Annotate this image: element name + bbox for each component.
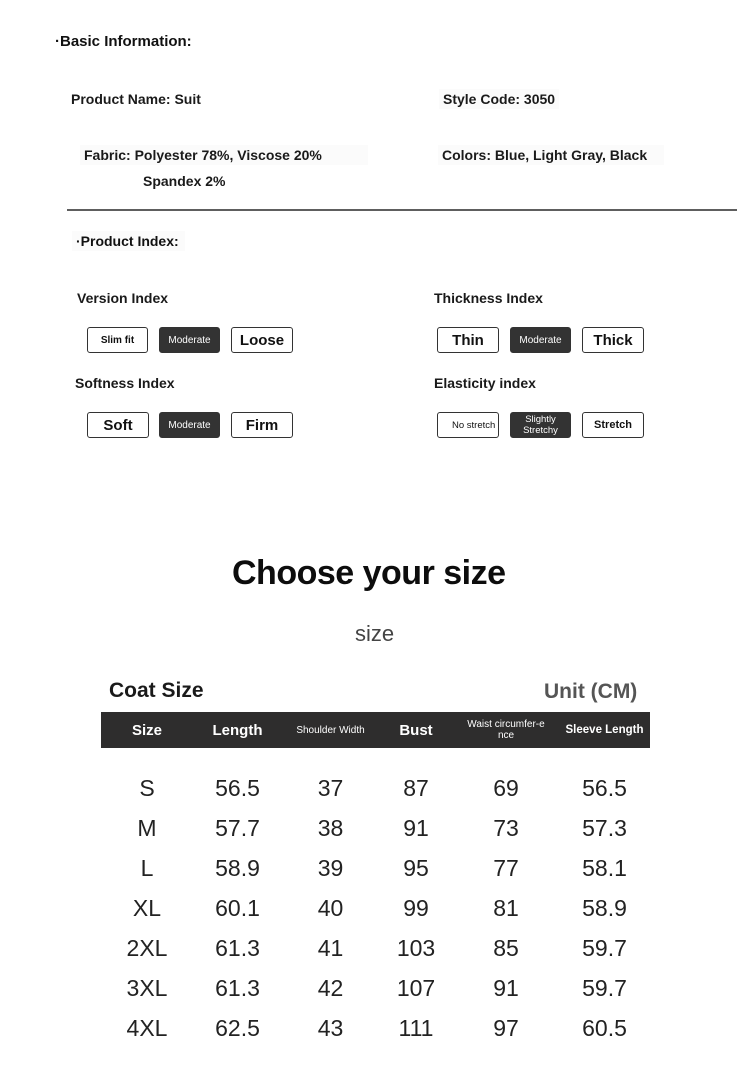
size-subheading: size bbox=[355, 621, 395, 646]
cell-sleeve-length: 56.5 bbox=[582, 774, 627, 801]
section-divider bbox=[67, 209, 737, 211]
column-header-length: Length bbox=[212, 721, 263, 739]
table-row bbox=[101, 928, 650, 968]
table-row bbox=[101, 808, 650, 848]
thickness-option-thick[interactable]: Thick bbox=[582, 327, 644, 353]
coat-size-title: Coat Size bbox=[109, 679, 204, 702]
size-table-header bbox=[101, 712, 650, 748]
cell-length: 58.9 bbox=[215, 854, 260, 881]
cell-waist: 91 bbox=[493, 974, 519, 1001]
cell-bust: 107 bbox=[396, 974, 436, 1001]
column-header-size: Size bbox=[131, 721, 162, 739]
cell-bust: 103 bbox=[396, 934, 436, 961]
thickness-index-label: Thickness Index bbox=[434, 290, 543, 306]
cell-length: 62.5 bbox=[215, 1014, 260, 1041]
cell-sleeve-length: 58.1 bbox=[582, 854, 627, 881]
size-table-body bbox=[101, 768, 650, 1048]
elasticity-option-no-stretch[interactable]: No stretch bbox=[437, 412, 499, 438]
cell-sleeve-length: 57.3 bbox=[582, 814, 627, 841]
elasticity-option-stretch[interactable]: Stretch bbox=[582, 412, 644, 438]
cell-waist: 69 bbox=[493, 774, 519, 801]
cell-bust: 91 bbox=[403, 814, 429, 841]
fabric-composition: Fabric: Polyester 78%, Viscose 20% bbox=[80, 145, 368, 165]
cell-length: 61.3 bbox=[215, 974, 260, 1001]
cell-bust: 111 bbox=[398, 1014, 434, 1041]
cell-length: 56.5 bbox=[215, 774, 260, 801]
cell-size: M bbox=[137, 814, 157, 841]
version-index-label: Version Index bbox=[77, 290, 169, 306]
choose-size-heading: Choose your size bbox=[232, 554, 506, 592]
cell-waist: 77 bbox=[493, 854, 519, 881]
fabric-composition-cont: Spandex 2% bbox=[143, 173, 226, 189]
cell-size: L bbox=[140, 854, 154, 881]
thickness-option-moderate[interactable]: Moderate bbox=[510, 327, 571, 353]
cell-shoulder-width: 42 bbox=[317, 974, 344, 1001]
product-index-title: ·Product Index: bbox=[72, 231, 185, 251]
cell-bust: 95 bbox=[403, 854, 429, 881]
elasticity-option-slightly-stretchy[interactable]: Slightly Stretchy bbox=[510, 412, 571, 438]
cell-size: 4XL bbox=[126, 1014, 168, 1041]
cell-size: 2XL bbox=[126, 934, 168, 961]
colors: Colors: Blue, Light Gray, Black bbox=[438, 145, 664, 165]
cell-waist: 85 bbox=[493, 934, 519, 961]
softness-index-label: Softness Index bbox=[75, 375, 175, 391]
unit-label: Unit (CM) bbox=[544, 680, 638, 703]
cell-shoulder-width: 39 bbox=[317, 854, 344, 881]
cell-shoulder-width: 40 bbox=[317, 894, 344, 921]
basic-information-title: ·Basic Information: bbox=[55, 33, 192, 50]
cell-sleeve-length: 59.7 bbox=[582, 974, 627, 1001]
version-option-slim-fit[interactable]: Slim fit bbox=[87, 327, 148, 353]
table-row bbox=[101, 768, 650, 808]
column-header-bust: Bust bbox=[399, 721, 433, 739]
cell-shoulder-width: 41 bbox=[317, 934, 344, 961]
column-header-waist-circumference: Waist circumfer-ence bbox=[467, 719, 545, 741]
cell-shoulder-width: 37 bbox=[317, 774, 344, 801]
cell-shoulder-width: 43 bbox=[317, 1014, 344, 1041]
cell-shoulder-width: 38 bbox=[317, 814, 344, 841]
product-name: Product Name: Suit bbox=[71, 91, 201, 107]
softness-option-firm[interactable]: Firm bbox=[231, 412, 293, 438]
softness-option-soft[interactable]: Soft bbox=[87, 412, 149, 438]
cell-bust: 99 bbox=[403, 894, 429, 921]
version-option-loose[interactable]: Loose bbox=[231, 327, 293, 353]
table-row bbox=[101, 848, 650, 888]
cell-bust: 87 bbox=[403, 774, 429, 801]
cell-length: 60.1 bbox=[215, 894, 260, 921]
cell-sleeve-length: 60.5 bbox=[582, 1014, 627, 1041]
table-row bbox=[101, 1008, 650, 1048]
cell-length: 61.3 bbox=[215, 934, 260, 961]
column-header-sleeve-length: Sleeve Length bbox=[565, 723, 644, 736]
cell-length: 57.7 bbox=[215, 814, 260, 841]
cell-waist: 97 bbox=[493, 1014, 519, 1041]
elasticity-index-label: Elasticity index bbox=[434, 375, 536, 391]
table-row bbox=[101, 888, 650, 928]
table-row bbox=[101, 968, 650, 1008]
cell-sleeve-length: 59.7 bbox=[582, 934, 627, 961]
cell-size: 3XL bbox=[126, 974, 168, 1001]
cell-size: S bbox=[139, 774, 155, 801]
column-header-shoulder-width: Shoulder Width bbox=[296, 724, 365, 736]
cell-waist: 81 bbox=[493, 894, 519, 921]
thickness-option-thin[interactable]: Thin bbox=[437, 327, 499, 353]
style-code: Style Code: 3050 bbox=[439, 89, 559, 109]
cell-waist: 73 bbox=[493, 814, 519, 841]
cell-sleeve-length: 58.9 bbox=[582, 894, 627, 921]
softness-option-moderate[interactable]: Moderate bbox=[159, 412, 220, 438]
version-option-moderate[interactable]: Moderate bbox=[159, 327, 220, 353]
cell-size: XL bbox=[132, 894, 162, 921]
